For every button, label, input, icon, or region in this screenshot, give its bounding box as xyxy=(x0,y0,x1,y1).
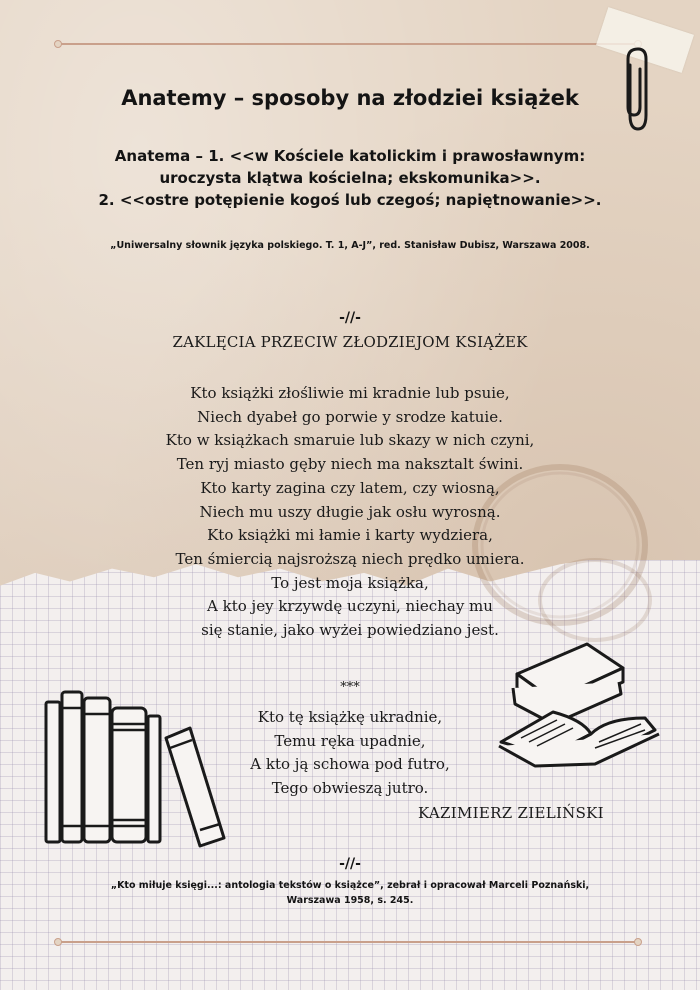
anthology-source xyxy=(0,878,700,908)
definition-line: 2. <<ostre potępienie kogoś lub czegoś; napiętnowanie>>. xyxy=(98,191,602,209)
poem-line: Niech mu uszy długie jak osłu wyrosną. xyxy=(199,502,501,521)
poem-line: Kto w książkach smaruie lub skazy w nich czyni, xyxy=(165,431,535,450)
poem-line: się stanie, jako wyżei powiedziano jest. xyxy=(201,621,499,640)
open-book-icon xyxy=(499,712,659,766)
separator-top: -//- xyxy=(339,310,361,326)
poem-line: Kto książki złośliwie mi kradnie lub psuie, xyxy=(190,384,510,402)
bottom-divider xyxy=(60,941,636,943)
definition-line: uroczysta klątwa kościelna; ekskomunika>>. xyxy=(159,169,541,187)
poem-line: Ten śmiercią najsroższą niech prędko umiera. xyxy=(175,549,525,568)
source-line: Warszawa 1958, s. 245. xyxy=(286,895,414,906)
poem-line: Kto tę książkę ukradnie, xyxy=(257,708,443,726)
definition-block xyxy=(0,145,700,211)
poem-line: A kto jey krzywdę uczyni, niechay mu xyxy=(207,597,493,616)
poem-line: Tego obwieszą jutro. xyxy=(271,778,429,797)
separator-bottom: -//- xyxy=(339,856,361,872)
author-name: KAZIMIERZ ZIELIŃSKI xyxy=(418,804,604,822)
stacked-books-icon xyxy=(495,638,665,768)
source-line: „Kto miłuje księgi...: antologia tekstów o książce”, zebrał i opracował Marceli Poznański, xyxy=(110,880,590,891)
poem-line: Kto karty zagina czy latem, czy wiosną, xyxy=(200,478,500,497)
poem-line: Niech dyabeł go porwie y srodze katuie. xyxy=(197,407,503,426)
standing-books-icon xyxy=(40,688,230,848)
poem-line: Kto książki mi łamie i karty wydziera, xyxy=(207,526,493,545)
poem-line: Ten ryj miasto gęby niech ma naksztalt świni. xyxy=(176,455,524,474)
poem-title: ZAKLĘCIA PRZECIW ZŁODZIEJOM KSIĄŻEK xyxy=(172,333,528,351)
poem-line: A kto ją schowa pod futro, xyxy=(250,755,450,773)
dictionary-source: „Uniwersalny słownik języka polskiego. T. 1, A-J”, red. Stanisław Dubisz, Warszawa 2008. xyxy=(110,240,590,251)
stars-separator: *** xyxy=(340,680,360,695)
poem-line: Temu ręka upadnie, xyxy=(274,731,426,750)
poem-verses xyxy=(0,382,700,643)
poem-line: To jest moja książka, xyxy=(271,573,429,592)
page-title: Anatemy – sposoby na złodziei książek xyxy=(121,86,579,110)
definition-line: Anatema – 1. <<w Kościele katolickim i prawosławnym: xyxy=(114,147,586,165)
top-divider xyxy=(60,43,636,45)
